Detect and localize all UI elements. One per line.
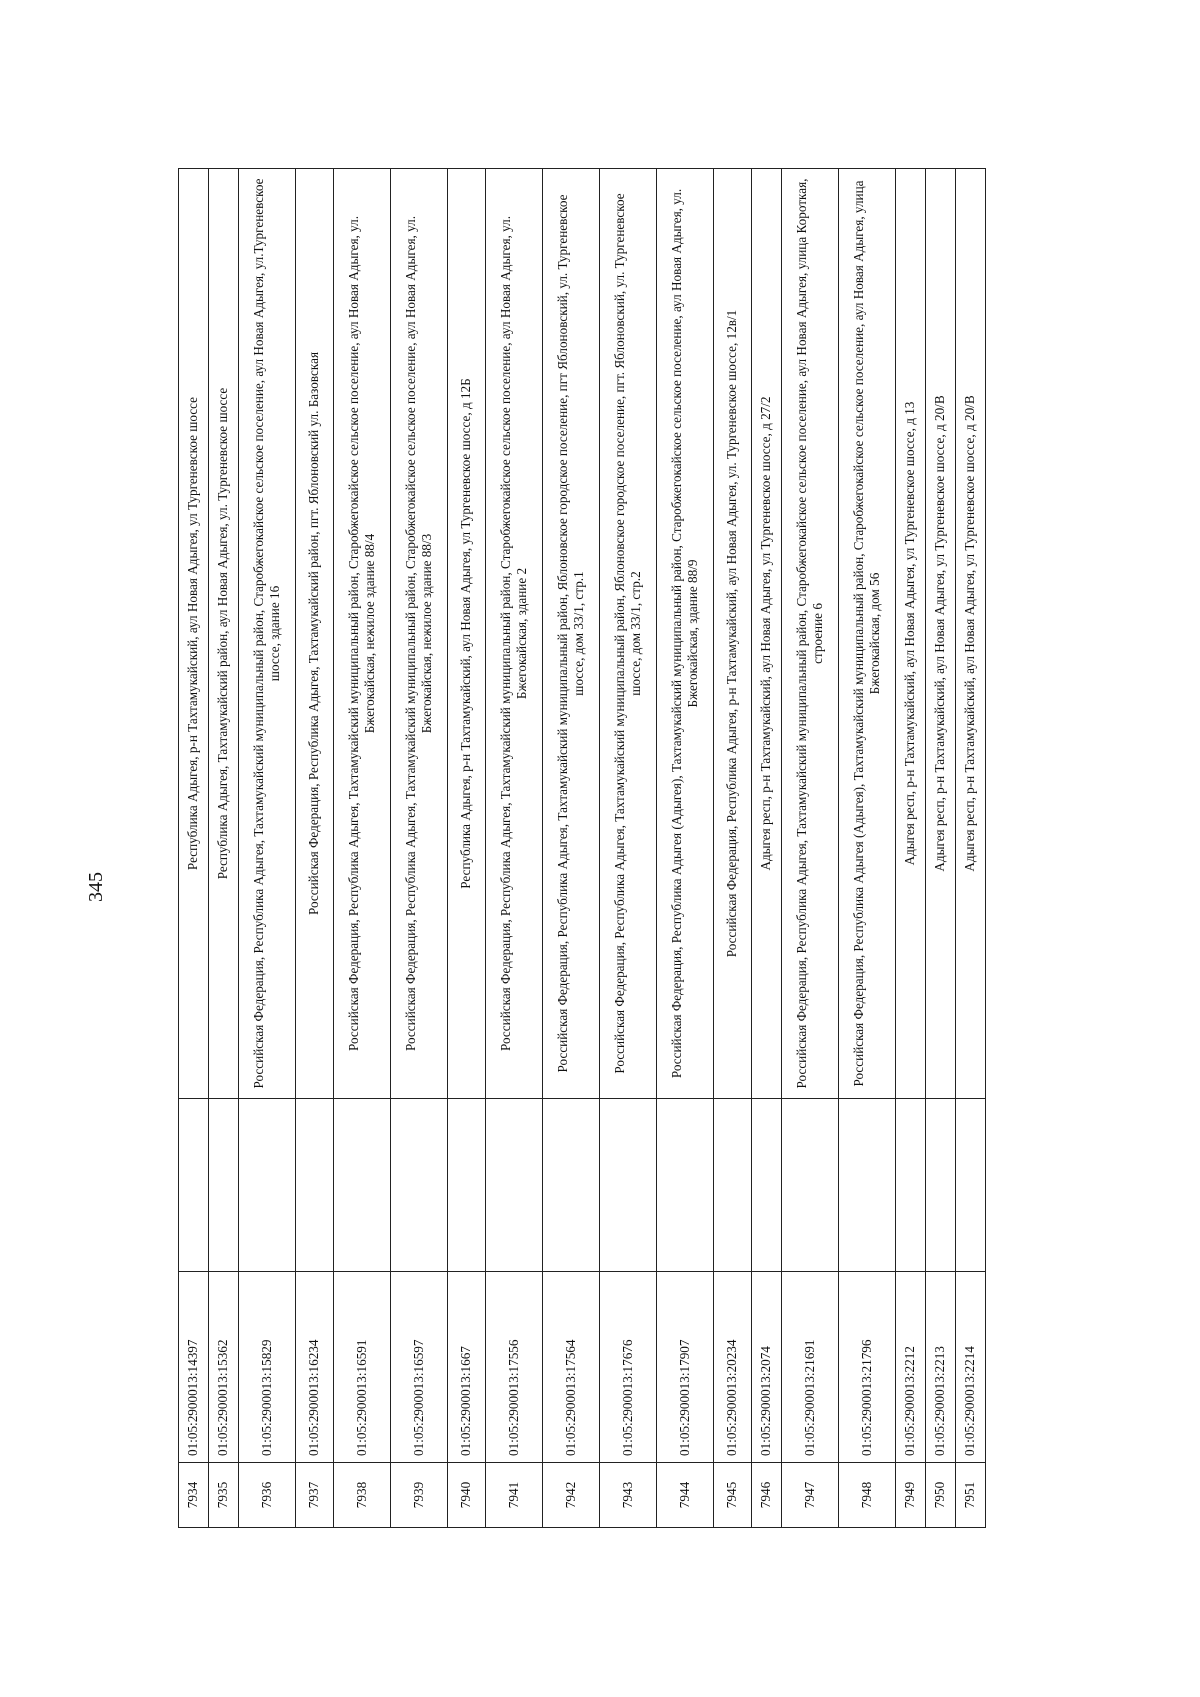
row-number: 7947 [782,1463,839,1528]
row-number: 7941 [486,1463,543,1528]
empty-cell [179,1099,209,1272]
row-number: 7950 [926,1463,956,1528]
table-row [896,169,926,1528]
table-row [782,169,839,1528]
empty-cell [391,1099,448,1272]
address: Российская Федерация, Республика Адыгея, Тахтамукайский муниципальный район, Старобжегокайское сельское поселение, аул Новая Адыгея, ул. Бжегокайская, здание 2 [486,169,543,1099]
empty-cell [543,1099,600,1272]
cadastral-number: 01:05:2900013:16591 [334,1272,391,1463]
row-number: 7937 [296,1463,334,1528]
table-row [600,169,657,1528]
cadastral-number: 01:05:2900013:20234 [714,1272,752,1463]
row-number: 7944 [657,1463,714,1528]
cadastral-number: 01:05:2900013:2213 [926,1272,956,1463]
address: Российская Федерация, Республика Адыгея, Тахтамукайский муниципальный район, Старобжегокайское сельское поселение, аул Новая Адыгея, ул.Тургеневское шоссе, здание 16 [239,169,296,1099]
cadastral-number: 01:05:2900013:2074 [752,1272,782,1463]
table-row [543,169,600,1528]
address: Российская Федерация, Республика Адыгея, р-н Тахтамукайский, аул Новая Адыгея, ул. Тургеневское шоссе, 12в/1 [714,169,752,1099]
table-row [179,169,209,1528]
row-number: 7949 [896,1463,926,1528]
page-number: 345 [85,872,107,902]
empty-cell [239,1099,296,1272]
cadastral-number: 01:05:2900013:17676 [600,1272,657,1463]
table-row [239,169,296,1528]
cadastral-number: 01:05:2900013:21796 [839,1272,896,1463]
address: Российская Федерация, Республика Адыгея (Адыгея), Тахтамукайский муниципальный район, Старобжегокайское сельское поселение, аул Новая Адыгея, ул. Бжегокайская, здание 88/9 [657,169,714,1099]
cadastral-number: 01:05:2900013:15362 [209,1272,239,1463]
address: Российская Федерация, Республика Адыгея, Тахтамукайский муниципальный район, Яблоновское городское поселение, пгт. Яблоновский, ул. Тургеневское шоссе, дом 33/1, стр.2 [600,169,657,1099]
address: Российская Федерация, Республика Адыгея, Тахтамукайский муниципальный район, Старобжегокайское сельское поселение, аул Новая Адыгея, ул. Бжегокайская, нежилое здание 88/3 [391,169,448,1099]
row-number: 7935 [209,1463,239,1528]
table-row [209,169,239,1528]
row-number: 7940 [448,1463,486,1528]
address: Российская Федерация, Республика Адыгея, Тахтамукайский муниципальный район, Старобжегокайское сельское поселение, аул Новая Адыгея, ул. Бжегокайская, нежилое здание 88/4 [334,169,391,1099]
table-body [179,169,986,1528]
table-row [839,169,896,1528]
table-row [334,169,391,1528]
empty-cell [600,1099,657,1272]
empty-cell [782,1099,839,1272]
table-row [657,169,714,1528]
cadastral-number: 01:05:2900013:17907 [657,1272,714,1463]
cadastral-number: 01:05:2900013:14397 [179,1272,209,1463]
empty-cell [486,1099,543,1272]
table-row [926,169,956,1528]
cadastral-number: 01:05:2900013:16234 [296,1272,334,1463]
empty-cell [956,1099,986,1272]
table-row [391,169,448,1528]
row-number: 7942 [543,1463,600,1528]
table-row [296,169,334,1528]
address: Адыгея респ, р-н Тахтамукайский, аул Новая Адыгея, ул Тургеневское шоссе, д 27/2 [752,169,782,1099]
row-number: 7934 [179,1463,209,1528]
cadastral-number: 01:05:2900013:15829 [239,1272,296,1463]
address: Адыгея респ, р-н Тахтамукайский, аул Новая Адыгея, ул Тургеневское шоссе, д 20/В [926,169,956,1099]
row-number: 7946 [752,1463,782,1528]
empty-cell [296,1099,334,1272]
row-number: 7939 [391,1463,448,1528]
empty-cell [752,1099,782,1272]
cadastral-number: 01:05:2900013:2214 [956,1272,986,1463]
row-number: 7943 [600,1463,657,1528]
row-number: 7938 [334,1463,391,1528]
row-number: 7948 [839,1463,896,1528]
address: Российская Федерация, Республика Адыгея (Адыгея), Тахтамукайский муниципальный район, Старобжегокайское сельское поселение, аул Новая Адыгея, улица Бжегокайская, дом 56 [839,169,896,1099]
table-row [714,169,752,1528]
empty-cell [448,1099,486,1272]
cadastral-number: 01:05:2900013:17564 [543,1272,600,1463]
row-number: 7945 [714,1463,752,1528]
document-table-container [178,168,1078,1528]
empty-cell [209,1099,239,1272]
address: Российская Федерация, Республика Адыгея, Тахтамукайский район, пгт. Яблоновский ул. Базовская [296,169,334,1099]
empty-cell [896,1099,926,1272]
cadastral-number: 01:05:2900013:21691 [782,1272,839,1463]
cadastral-number: 01:05:2900013:16597 [391,1272,448,1463]
address: Российская Федерация, Республика Адыгея, Тахтамукайский муниципальный район, Старобжегокайское сельское поселение, аул Новая Адыгея, улица Короткая, строение 6 [782,169,839,1099]
empty-cell [657,1099,714,1272]
table-row [956,169,986,1528]
cadastral-number: 01:05:2900013:17556 [486,1272,543,1463]
cadastral-table [178,168,986,1528]
address: Российская Федерация, Республика Адыгея, Тахтамукайский муниципальный район, Яблоновское городское поселение, пгт Яблоновский, ул. Тургеневское шоссе, дом 33/1, стр.1 [543,169,600,1099]
address: Адыгея респ, р-н Тахтамукайский, аул Новая Адыгея, ул Тургеневское шоссе, д 20/В [956,169,986,1099]
address: Республика Адыгея, Тахтамукайский район, аул Новая Адыгея, ул. Тургеневское шоссе [209,169,239,1099]
empty-cell [714,1099,752,1272]
address: Республика Адыгея, р-н Тахтамукайский, аул Новая Адыгея, ул Тургеневское шоссе [179,169,209,1099]
cadastral-number: 01:05:2900013:1667 [448,1272,486,1463]
cadastral-number: 01:05:2900013:2212 [896,1272,926,1463]
row-number: 7936 [239,1463,296,1528]
table-row [486,169,543,1528]
empty-cell [839,1099,896,1272]
address: Адыгея респ, р-н Тахтамукайский, аул Новая Адыгея, ул Тургеневское шоссе, д 13 [896,169,926,1099]
table-row [752,169,782,1528]
empty-cell [926,1099,956,1272]
empty-cell [334,1099,391,1272]
table-row [448,169,486,1528]
row-number: 7951 [956,1463,986,1528]
address: Республика Адыгея, р-н Тахтамукайский, аул Новая Адыгея, ул Тургеневское шоссе, д 12Б [448,169,486,1099]
